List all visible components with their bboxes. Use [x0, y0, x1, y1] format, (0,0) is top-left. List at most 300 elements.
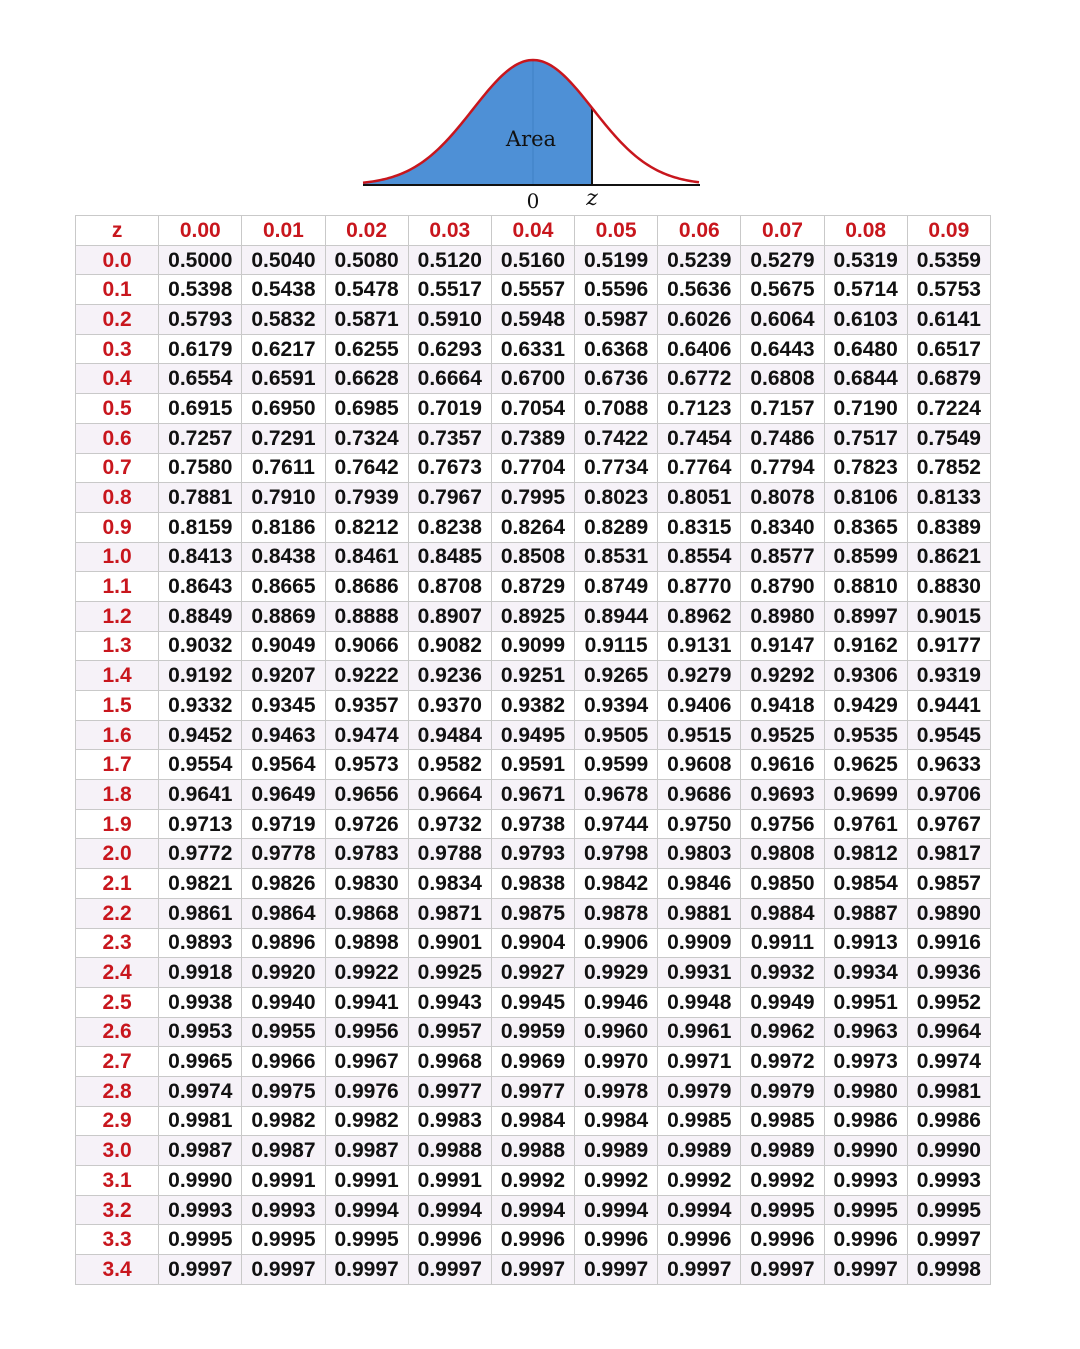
probability-cell: 0.8133 — [907, 483, 990, 513]
probability-cell: 0.9974 — [907, 1047, 990, 1077]
row-z-value: 3.2 — [76, 1195, 159, 1225]
row-z-value: 0.7 — [76, 453, 159, 483]
probability-cell: 0.9993 — [159, 1195, 242, 1225]
column-header: 0.08 — [824, 216, 907, 246]
probability-cell: 0.9987 — [242, 1136, 325, 1166]
row-z-value: 1.0 — [76, 542, 159, 572]
table-row — [76, 572, 991, 602]
probability-cell: 0.9265 — [575, 661, 658, 691]
probability-cell: 0.9972 — [741, 1047, 824, 1077]
probability-cell: 0.9995 — [325, 1225, 408, 1255]
probability-cell: 0.9948 — [658, 987, 741, 1017]
probability-cell: 0.9699 — [824, 780, 907, 810]
table-row — [76, 483, 991, 513]
probability-cell: 0.8749 — [575, 572, 658, 602]
probability-cell: 0.9992 — [741, 1166, 824, 1196]
probability-cell: 0.9993 — [824, 1166, 907, 1196]
probability-cell: 0.9987 — [325, 1136, 408, 1166]
table-row — [76, 987, 991, 1017]
probability-cell: 0.9929 — [575, 958, 658, 988]
probability-cell: 0.9049 — [242, 631, 325, 661]
probability-cell: 0.8849 — [159, 601, 242, 631]
probability-cell: 0.6368 — [575, 334, 658, 364]
probability-cell: 0.9750 — [658, 809, 741, 839]
probability-cell: 0.9817 — [907, 839, 990, 869]
probability-cell: 0.5040 — [242, 245, 325, 275]
probability-cell: 0.9995 — [242, 1225, 325, 1255]
table-row — [76, 1106, 991, 1136]
probability-cell: 0.9808 — [741, 839, 824, 869]
probability-cell: 0.8729 — [491, 572, 574, 602]
z-label: z — [586, 186, 598, 211]
probability-cell: 0.7995 — [491, 483, 574, 513]
row-z-value: 1.2 — [76, 601, 159, 631]
probability-cell: 0.9940 — [242, 987, 325, 1017]
probability-cell: 0.9909 — [658, 928, 741, 958]
probability-cell: 0.8962 — [658, 601, 741, 631]
probability-cell: 0.5160 — [491, 245, 574, 275]
probability-cell: 0.9989 — [741, 1136, 824, 1166]
probability-cell: 0.7389 — [491, 423, 574, 453]
probability-cell: 0.9066 — [325, 631, 408, 661]
probability-cell: 0.7967 — [408, 483, 491, 513]
row-z-value: 1.5 — [76, 691, 159, 721]
probability-cell: 0.9982 — [242, 1106, 325, 1136]
probability-cell: 0.9719 — [242, 809, 325, 839]
probability-cell: 0.9996 — [408, 1225, 491, 1255]
probability-cell: 0.5517 — [408, 275, 491, 305]
probability-cell: 0.8907 — [408, 601, 491, 631]
probability-cell: 0.9997 — [408, 1255, 491, 1285]
probability-cell: 0.7642 — [325, 453, 408, 483]
probability-cell: 0.6628 — [325, 364, 408, 394]
probability-cell: 0.9345 — [242, 691, 325, 721]
table-row — [76, 958, 991, 988]
probability-cell: 0.9997 — [159, 1255, 242, 1285]
probability-cell: 0.9973 — [824, 1047, 907, 1077]
corner-header: z — [76, 216, 159, 246]
probability-cell: 0.9641 — [159, 780, 242, 810]
probability-cell: 0.9678 — [575, 780, 658, 810]
probability-cell: 0.8159 — [159, 512, 242, 542]
row-z-value: 2.4 — [76, 958, 159, 988]
probability-cell: 0.7517 — [824, 423, 907, 453]
probability-cell: 0.9976 — [325, 1076, 408, 1106]
probability-cell: 0.9997 — [242, 1255, 325, 1285]
probability-cell: 0.6664 — [408, 364, 491, 394]
table-row — [76, 275, 991, 305]
probability-cell: 0.9032 — [159, 631, 242, 661]
probability-cell: 0.9946 — [575, 987, 658, 1017]
probability-cell: 0.9793 — [491, 839, 574, 869]
probability-cell: 0.9868 — [325, 898, 408, 928]
probability-cell: 0.9893 — [159, 928, 242, 958]
probability-cell: 0.9989 — [658, 1136, 741, 1166]
row-z-value: 3.1 — [76, 1166, 159, 1196]
column-header: 0.07 — [741, 216, 824, 246]
probability-cell: 0.9993 — [907, 1166, 990, 1196]
probability-cell: 0.7019 — [408, 394, 491, 424]
table-row — [76, 809, 991, 839]
probability-cell: 0.9884 — [741, 898, 824, 928]
probability-cell: 0.9977 — [408, 1076, 491, 1106]
probability-cell: 0.6480 — [824, 334, 907, 364]
probability-cell: 0.9988 — [491, 1136, 574, 1166]
table-row — [76, 305, 991, 335]
table-row — [76, 720, 991, 750]
probability-cell: 0.8238 — [408, 512, 491, 542]
probability-cell: 0.5000 — [159, 245, 242, 275]
table-row — [76, 750, 991, 780]
probability-cell: 0.6217 — [242, 334, 325, 364]
probability-cell: 0.9788 — [408, 839, 491, 869]
probability-cell: 0.8643 — [159, 572, 242, 602]
probability-cell: 0.9732 — [408, 809, 491, 839]
probability-cell: 0.8485 — [408, 542, 491, 572]
row-z-value: 2.5 — [76, 987, 159, 1017]
probability-cell: 0.9983 — [408, 1106, 491, 1136]
probability-cell: 0.9115 — [575, 631, 658, 661]
probability-cell: 0.9981 — [907, 1076, 990, 1106]
probability-cell: 0.9505 — [575, 720, 658, 750]
probability-cell: 0.7852 — [907, 453, 990, 483]
probability-cell: 0.9207 — [242, 661, 325, 691]
probability-cell: 0.8389 — [907, 512, 990, 542]
probability-cell: 0.6293 — [408, 334, 491, 364]
probability-cell: 0.8212 — [325, 512, 408, 542]
probability-cell: 0.9756 — [741, 809, 824, 839]
probability-cell: 0.9957 — [408, 1017, 491, 1047]
probability-cell: 0.9545 — [907, 720, 990, 750]
probability-cell: 0.9989 — [575, 1136, 658, 1166]
probability-cell: 0.9713 — [159, 809, 242, 839]
probability-cell: 0.7324 — [325, 423, 408, 453]
probability-cell: 0.7704 — [491, 453, 574, 483]
probability-cell: 0.9997 — [907, 1225, 990, 1255]
probability-cell: 0.9991 — [325, 1166, 408, 1196]
probability-cell: 0.9925 — [408, 958, 491, 988]
probability-cell: 0.9996 — [491, 1225, 574, 1255]
row-z-value: 1.6 — [76, 720, 159, 750]
probability-cell: 0.6026 — [658, 305, 741, 335]
probability-cell: 0.8708 — [408, 572, 491, 602]
probability-cell: 0.9990 — [159, 1166, 242, 1196]
table-row — [76, 394, 991, 424]
probability-cell: 0.8888 — [325, 601, 408, 631]
probability-cell: 0.7673 — [408, 453, 491, 483]
probability-cell: 0.6517 — [907, 334, 990, 364]
header-row — [76, 216, 991, 246]
probability-cell: 0.8599 — [824, 542, 907, 572]
probability-cell: 0.9726 — [325, 809, 408, 839]
probability-cell: 0.9994 — [658, 1195, 741, 1225]
probability-cell: 0.6915 — [159, 394, 242, 424]
row-z-value: 0.9 — [76, 512, 159, 542]
probability-cell: 0.8340 — [741, 512, 824, 542]
probability-cell: 0.9706 — [907, 780, 990, 810]
probability-cell: 0.8023 — [575, 483, 658, 513]
row-z-value: 0.1 — [76, 275, 159, 305]
probability-cell: 0.5080 — [325, 245, 408, 275]
probability-cell: 0.6950 — [242, 394, 325, 424]
probability-cell: 0.9515 — [658, 720, 741, 750]
probability-cell: 0.8830 — [907, 572, 990, 602]
probability-cell: 0.9382 — [491, 691, 574, 721]
probability-cell: 0.9984 — [575, 1106, 658, 1136]
probability-cell: 0.9975 — [242, 1076, 325, 1106]
probability-cell: 0.5832 — [242, 305, 325, 335]
probability-cell: 0.5279 — [741, 245, 824, 275]
probability-cell: 0.9970 — [575, 1047, 658, 1077]
probability-cell: 0.9864 — [242, 898, 325, 928]
probability-cell: 0.5948 — [491, 305, 574, 335]
table-row — [76, 869, 991, 899]
row-z-value: 2.2 — [76, 898, 159, 928]
probability-cell: 0.9980 — [824, 1076, 907, 1106]
probability-cell: 0.9671 — [491, 780, 574, 810]
probability-cell: 0.9955 — [242, 1017, 325, 1047]
probability-cell: 0.9938 — [159, 987, 242, 1017]
probability-cell: 0.8315 — [658, 512, 741, 542]
probability-cell: 0.9934 — [824, 958, 907, 988]
probability-cell: 0.9985 — [658, 1106, 741, 1136]
probability-cell: 0.9896 — [242, 928, 325, 958]
probability-cell: 0.9994 — [408, 1195, 491, 1225]
table-row — [76, 601, 991, 631]
probability-cell: 0.8621 — [907, 542, 990, 572]
probability-cell: 0.9920 — [242, 958, 325, 988]
probability-cell: 0.9898 — [325, 928, 408, 958]
probability-cell: 0.5910 — [408, 305, 491, 335]
probability-cell: 0.9984 — [491, 1106, 574, 1136]
probability-cell: 0.9966 — [242, 1047, 325, 1077]
probability-cell: 0.9686 — [658, 780, 741, 810]
probability-cell: 0.9418 — [741, 691, 824, 721]
probability-cell: 0.9474 — [325, 720, 408, 750]
probability-cell: 0.9441 — [907, 691, 990, 721]
probability-cell: 0.9452 — [159, 720, 242, 750]
row-z-value: 2.6 — [76, 1017, 159, 1047]
row-z-value: 2.1 — [76, 869, 159, 899]
probability-cell: 0.9901 — [408, 928, 491, 958]
probability-cell: 0.9911 — [741, 928, 824, 958]
probability-cell: 0.6103 — [824, 305, 907, 335]
probability-cell: 0.9406 — [658, 691, 741, 721]
probability-cell: 0.9738 — [491, 809, 574, 839]
probability-cell: 0.9861 — [159, 898, 242, 928]
probability-cell: 0.9979 — [741, 1076, 824, 1106]
table-row — [76, 364, 991, 394]
table-row — [76, 423, 991, 453]
probability-cell: 0.6772 — [658, 364, 741, 394]
probability-cell: 0.5793 — [159, 305, 242, 335]
probability-cell: 0.9961 — [658, 1017, 741, 1047]
table-row — [76, 1017, 991, 1047]
probability-cell: 0.9963 — [824, 1017, 907, 1047]
probability-cell: 0.9693 — [741, 780, 824, 810]
probability-cell: 0.6179 — [159, 334, 242, 364]
probability-cell: 0.6255 — [325, 334, 408, 364]
probability-cell: 0.9082 — [408, 631, 491, 661]
probability-cell: 0.9582 — [408, 750, 491, 780]
probability-cell: 0.9997 — [741, 1255, 824, 1285]
row-z-value: 1.1 — [76, 572, 159, 602]
probability-cell: 0.7910 — [242, 483, 325, 513]
probability-cell: 0.6591 — [242, 364, 325, 394]
probability-cell: 0.5871 — [325, 305, 408, 335]
probability-cell: 0.9996 — [824, 1225, 907, 1255]
row-z-value: 0.6 — [76, 423, 159, 453]
probability-cell: 0.9846 — [658, 869, 741, 899]
probability-cell: 0.9649 — [242, 780, 325, 810]
probability-cell: 0.7764 — [658, 453, 741, 483]
probability-cell: 0.5636 — [658, 275, 741, 305]
table-row — [76, 898, 991, 928]
probability-cell: 0.9991 — [242, 1166, 325, 1196]
probability-cell: 0.9951 — [824, 987, 907, 1017]
table-row — [76, 334, 991, 364]
probability-cell: 0.6808 — [741, 364, 824, 394]
probability-cell: 0.9988 — [408, 1136, 491, 1166]
table-row — [76, 661, 991, 691]
row-z-value: 2.3 — [76, 928, 159, 958]
probability-cell: 0.7881 — [159, 483, 242, 513]
column-header: 0.03 — [408, 216, 491, 246]
probability-cell: 0.8554 — [658, 542, 741, 572]
row-z-value: 1.3 — [76, 631, 159, 661]
probability-cell: 0.9997 — [575, 1255, 658, 1285]
probability-cell: 0.6141 — [907, 305, 990, 335]
probability-cell: 0.9992 — [658, 1166, 741, 1196]
probability-cell: 0.9332 — [159, 691, 242, 721]
probability-cell: 0.9986 — [824, 1106, 907, 1136]
probability-cell: 0.7580 — [159, 453, 242, 483]
probability-cell: 0.9370 — [408, 691, 491, 721]
table-row — [76, 839, 991, 869]
probability-cell: 0.9591 — [491, 750, 574, 780]
probability-cell: 0.7291 — [242, 423, 325, 453]
probability-cell: 0.9991 — [408, 1166, 491, 1196]
probability-cell: 0.9974 — [159, 1076, 242, 1106]
probability-cell: 0.7088 — [575, 394, 658, 424]
probability-cell: 0.8264 — [491, 512, 574, 542]
probability-cell: 0.9962 — [741, 1017, 824, 1047]
probability-cell: 0.9964 — [907, 1017, 990, 1047]
shaded-area — [363, 60, 592, 185]
probability-cell: 0.7357 — [408, 423, 491, 453]
probability-cell: 0.8944 — [575, 601, 658, 631]
probability-cell: 0.9890 — [907, 898, 990, 928]
probability-cell: 0.5120 — [408, 245, 491, 275]
probability-cell: 0.9767 — [907, 809, 990, 839]
probability-cell: 0.5596 — [575, 275, 658, 305]
probability-cell: 0.8686 — [325, 572, 408, 602]
probability-cell: 0.9778 — [242, 839, 325, 869]
table-row — [76, 1047, 991, 1077]
probability-cell: 0.7190 — [824, 394, 907, 424]
row-z-value: 3.0 — [76, 1136, 159, 1166]
column-header: 0.04 — [491, 216, 574, 246]
probability-cell: 0.9854 — [824, 869, 907, 899]
probability-cell: 0.9535 — [824, 720, 907, 750]
probability-cell: 0.8186 — [242, 512, 325, 542]
probability-cell: 0.9949 — [741, 987, 824, 1017]
probability-cell: 0.8665 — [242, 572, 325, 602]
probability-cell: 0.5438 — [242, 275, 325, 305]
probability-cell: 0.5753 — [907, 275, 990, 305]
row-z-value: 0.3 — [76, 334, 159, 364]
probability-cell: 0.9463 — [242, 720, 325, 750]
probability-cell: 0.9830 — [325, 869, 408, 899]
probability-cell: 0.9906 — [575, 928, 658, 958]
probability-cell: 0.8461 — [325, 542, 408, 572]
probability-cell: 0.9936 — [907, 958, 990, 988]
row-z-value: 2.7 — [76, 1047, 159, 1077]
probability-cell: 0.9887 — [824, 898, 907, 928]
probability-cell: 0.9956 — [325, 1017, 408, 1047]
probability-cell: 0.9857 — [907, 869, 990, 899]
probability-cell: 0.5675 — [741, 275, 824, 305]
probability-cell: 0.9838 — [491, 869, 574, 899]
probability-cell: 0.9904 — [491, 928, 574, 958]
probability-cell: 0.9996 — [575, 1225, 658, 1255]
row-z-value: 2.9 — [76, 1106, 159, 1136]
probability-cell: 0.9429 — [824, 691, 907, 721]
probability-cell: 0.6554 — [159, 364, 242, 394]
probability-cell: 0.6736 — [575, 364, 658, 394]
probability-cell: 0.9319 — [907, 661, 990, 691]
probability-cell: 0.7054 — [491, 394, 574, 424]
row-z-value: 1.4 — [76, 661, 159, 691]
table-row — [76, 1076, 991, 1106]
probability-cell: 0.8051 — [658, 483, 741, 513]
area-label: Area — [505, 127, 557, 151]
probability-cell: 0.9916 — [907, 928, 990, 958]
probability-cell: 0.9842 — [575, 869, 658, 899]
probability-cell: 0.9932 — [741, 958, 824, 988]
probability-cell: 0.8289 — [575, 512, 658, 542]
probability-cell: 0.9394 — [575, 691, 658, 721]
probability-cell: 0.9236 — [408, 661, 491, 691]
probability-cell: 0.9996 — [741, 1225, 824, 1255]
probability-cell: 0.9997 — [325, 1255, 408, 1285]
probability-cell: 0.9931 — [658, 958, 741, 988]
probability-cell: 0.9573 — [325, 750, 408, 780]
row-z-value: 0.0 — [76, 245, 159, 275]
probability-cell: 0.7939 — [325, 483, 408, 513]
probability-cell: 0.8925 — [491, 601, 574, 631]
probability-cell: 0.9495 — [491, 720, 574, 750]
table-row — [76, 1225, 991, 1255]
probability-cell: 0.9525 — [741, 720, 824, 750]
row-z-value: 3.3 — [76, 1225, 159, 1255]
probability-cell: 0.9251 — [491, 661, 574, 691]
row-z-value: 0.5 — [76, 394, 159, 424]
probability-cell: 0.9996 — [658, 1225, 741, 1255]
probability-cell: 0.6700 — [491, 364, 574, 394]
probability-cell: 0.7257 — [159, 423, 242, 453]
probability-cell: 0.9992 — [575, 1166, 658, 1196]
table-row — [76, 928, 991, 958]
probability-cell: 0.5557 — [491, 275, 574, 305]
column-header: 0.00 — [159, 216, 242, 246]
probability-cell: 0.9998 — [907, 1255, 990, 1285]
column-header: 0.05 — [575, 216, 658, 246]
probability-cell: 0.8810 — [824, 572, 907, 602]
probability-cell: 0.9981 — [159, 1106, 242, 1136]
probability-cell: 0.5319 — [824, 245, 907, 275]
probability-cell: 0.9099 — [491, 631, 574, 661]
